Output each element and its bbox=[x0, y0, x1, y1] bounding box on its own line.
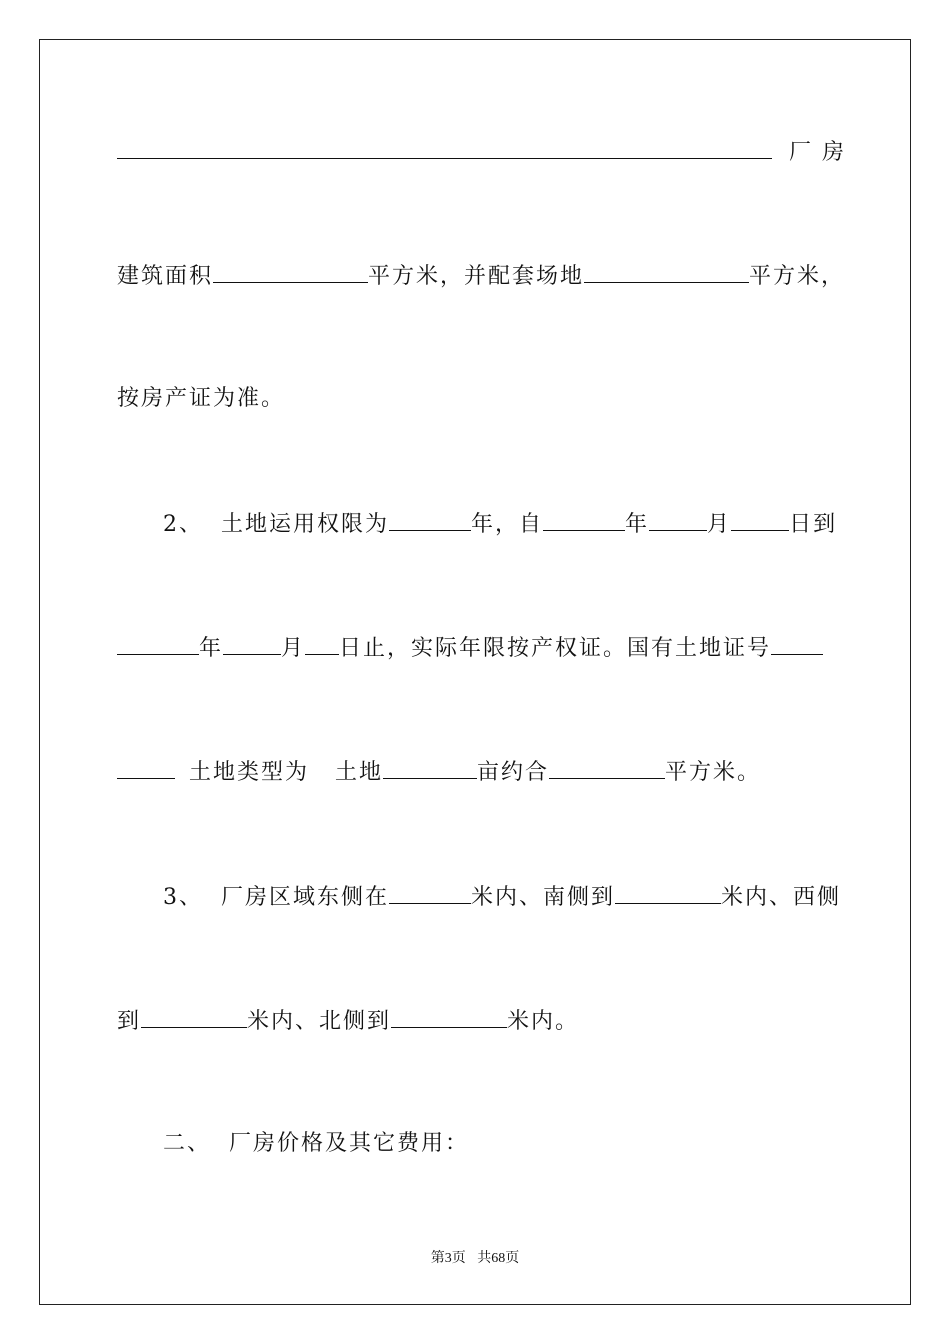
section-heading: 厂房价格及其它费用： bbox=[229, 1131, 470, 1156]
text-segment: 平方米。 bbox=[665, 760, 762, 785]
text-segment: 米内、南侧到 bbox=[471, 885, 616, 910]
text-segment: 米内、西侧 bbox=[721, 885, 842, 910]
fill-blank[interactable] bbox=[543, 508, 625, 531]
document-line-5 bbox=[117, 632, 823, 664]
text-segment: 月 bbox=[707, 512, 732, 537]
text-segment: 土地类型为 bbox=[189, 760, 310, 785]
text-segment: 米内、北侧到 bbox=[247, 1009, 392, 1034]
document-line-6 bbox=[117, 756, 761, 788]
fill-blank[interactable] bbox=[117, 136, 772, 159]
fill-blank[interactable] bbox=[731, 508, 789, 531]
fill-blank[interactable] bbox=[117, 632, 199, 655]
page-border bbox=[39, 39, 911, 1305]
document-line-3 bbox=[117, 384, 285, 414]
text-segment: 米内。 bbox=[507, 1009, 580, 1034]
text-segment: 按房产证为准。 bbox=[117, 386, 286, 411]
text-segment: 年，自 bbox=[471, 512, 544, 537]
document-line-9 bbox=[163, 1129, 469, 1159]
document-line-4 bbox=[163, 508, 837, 540]
document-line-2 bbox=[117, 260, 845, 292]
item-number: 3、 bbox=[163, 885, 203, 910]
text-segment: 土地运用权限为 bbox=[221, 512, 390, 537]
fill-blank[interactable] bbox=[584, 260, 749, 283]
text-segment: 日到 bbox=[789, 512, 838, 537]
text-segment: 月 bbox=[281, 636, 306, 661]
text-segment: 平方米，并配套场地 bbox=[368, 264, 585, 289]
fill-blank[interactable] bbox=[383, 756, 477, 779]
document-line-8 bbox=[117, 1005, 579, 1037]
document-line-7 bbox=[163, 881, 841, 913]
text-segment: 日止，实际年限按产权证。国有土地证号 bbox=[339, 636, 772, 661]
fill-blank[interactable] bbox=[771, 632, 823, 655]
fill-blank[interactable] bbox=[391, 1005, 507, 1028]
fill-blank[interactable] bbox=[389, 508, 471, 531]
page-total: 共68页 bbox=[477, 1251, 520, 1266]
fill-blank[interactable] bbox=[141, 1005, 247, 1028]
fill-blank[interactable] bbox=[549, 756, 665, 779]
fill-blank[interactable] bbox=[117, 756, 175, 779]
text-segment: 年 bbox=[625, 512, 650, 537]
item-number: 2、 bbox=[163, 512, 203, 537]
text-segment: 亩约合 bbox=[477, 760, 550, 785]
fill-blank[interactable] bbox=[223, 632, 281, 655]
page-number: 第3页 bbox=[430, 1251, 466, 1266]
text-segment: 厂房区域东侧在 bbox=[221, 885, 390, 910]
fill-blank[interactable] bbox=[649, 508, 707, 531]
fill-blank[interactable] bbox=[305, 632, 339, 655]
fill-blank[interactable] bbox=[389, 881, 471, 904]
text-segment: 平方米， bbox=[749, 264, 846, 289]
text-segment: 厂 房 bbox=[789, 140, 846, 165]
text-segment: 年 bbox=[199, 636, 224, 661]
document-line-1 bbox=[117, 136, 846, 168]
text-segment: 建筑面积 bbox=[117, 264, 214, 289]
section-number: 二、 bbox=[163, 1131, 212, 1156]
fill-blank[interactable] bbox=[213, 260, 368, 283]
text-segment: 土地 bbox=[335, 760, 384, 785]
fill-blank[interactable] bbox=[615, 881, 721, 904]
page-footer bbox=[0, 1247, 950, 1267]
text-segment: 到 bbox=[117, 1009, 142, 1034]
